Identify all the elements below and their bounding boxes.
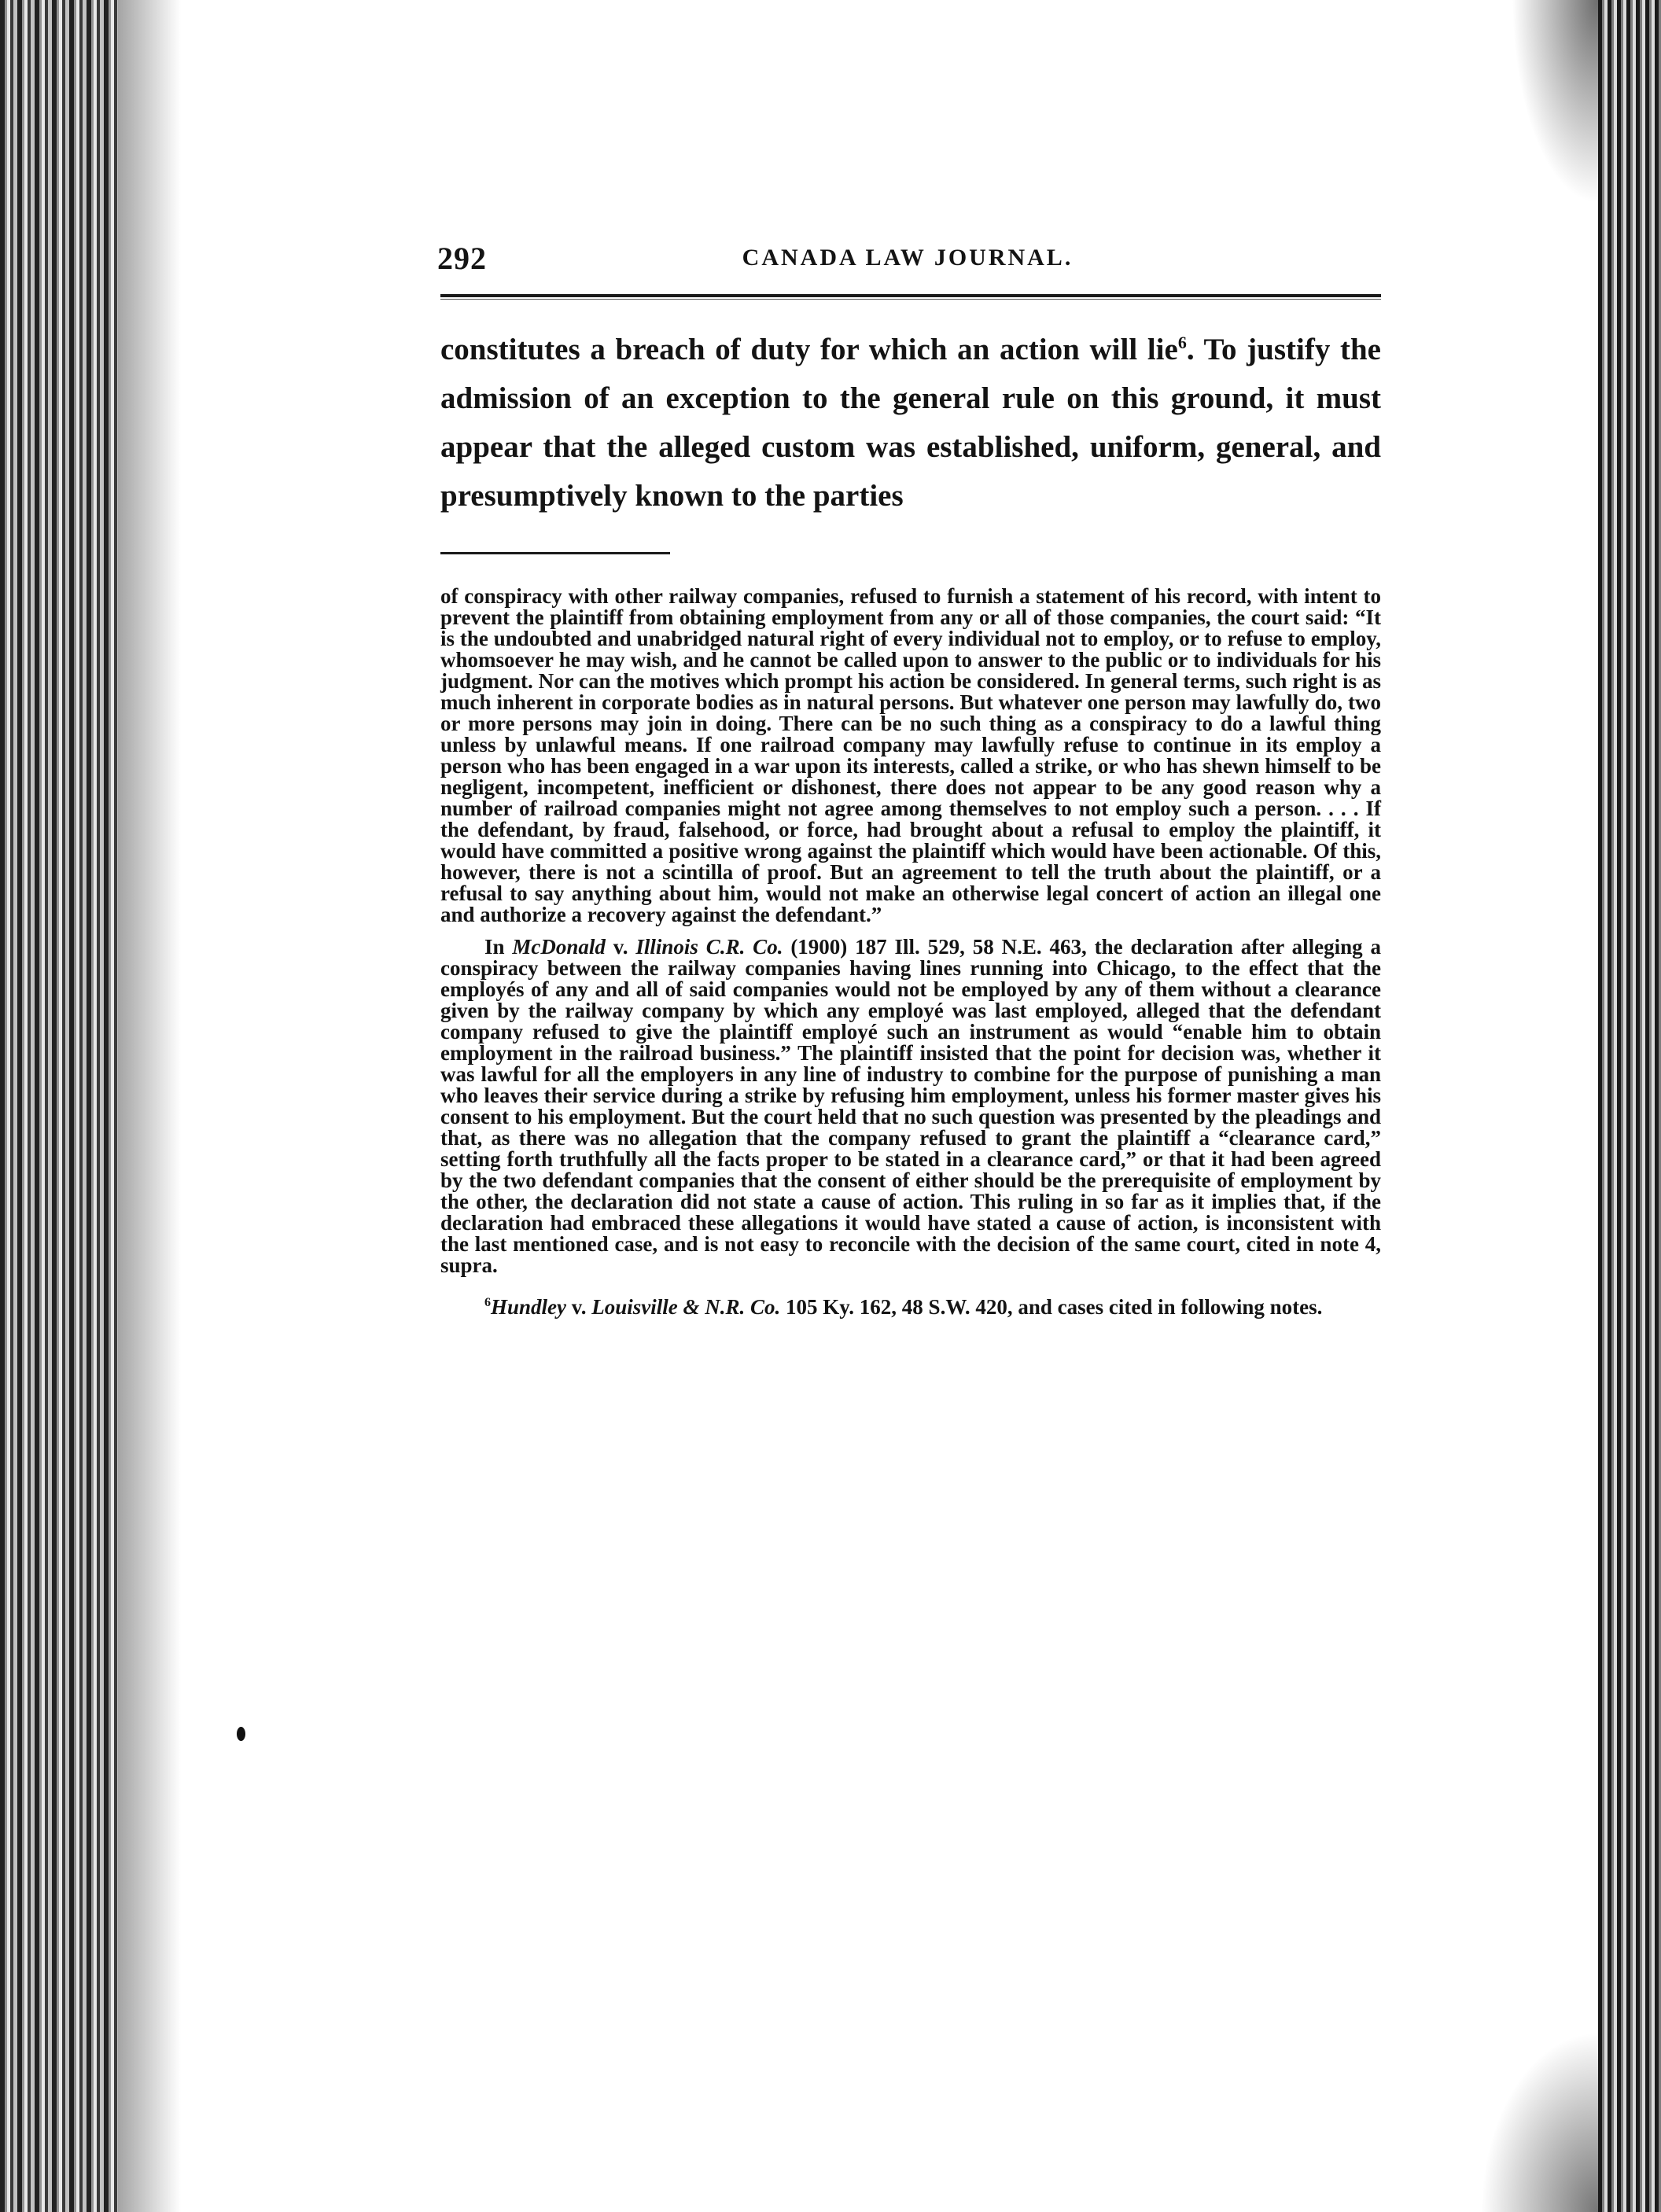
footnote-paragraph-mcdonald xyxy=(440,937,1381,1276)
page-header xyxy=(437,240,1378,295)
footnote-marker-6: 6 xyxy=(1177,333,1187,352)
fn6-rest: 105 Ky. 162, 48 S.W. 420, and cases cited in following notes. xyxy=(780,1295,1323,1319)
body-text-end: . To justify the admission of an exception to the general rule on this ground, it must appear that the alleged custom was established, uniform, general, and presumptively known to the parties xyxy=(440,333,1381,513)
case-party-louisville: Louisville & N.R. Co. xyxy=(591,1295,781,1319)
case-name-hundley: Hundley xyxy=(491,1295,567,1319)
main-body-paragraph xyxy=(440,318,1381,521)
footnote-continuation: of conspiracy with other railway companies, refused to furnish a statement of his record, with intent to prevent the plaintiff from obtaining employment from any or all of those companies, the court said: “It is the undoubted and unabridged natural right of every individual not to employ, or to refuse to employ, whomsoever he may wish, and he cannot be called upon to answer to the public or to individuals for his judgment. Nor can the motives which prompt his action be considered. In general terms, such right is as much inherent in corporate bodies as in natural persons. But whatever one person may lawfully do, two or more persons may join in doing. There can be no such thing as a conspiracy to do a lawful thing unless by unlawful means. If one railroad company may lawfully refuse to continue in its employ a person who has been engaged in a war upon its interests, called a strike, or who has shewn himself to be negligent, incompetent, inefficient or dishonest, there does not appear to be any good reason why a number of railroad companies might not agree among themselves to not employ such a person. . . . If the defendant, by fraud, falsehood, or force, had brought about a refusal to employ the plaintiff, it would have committed a positive wrong against the plaintiff which would have been actionable. Of this, however, there is not a scintilla of proof. But an agreement to tell the truth about the plaintiff, or a refusal to say anything about him, would not make an otherwise legal concert of action an illegal one and authorize a recovery against the defendant.” xyxy=(440,584,1381,926)
page-stack-right-edge xyxy=(1598,0,1661,2212)
para2-intro: In xyxy=(484,935,513,959)
fn6-v: v. xyxy=(566,1295,592,1319)
header-rule-thin xyxy=(440,299,1381,300)
footnote-rule xyxy=(440,552,670,554)
margin-ink-dot xyxy=(237,1727,245,1741)
para2-rest: (1900) 187 Ill. 529, 58 N.E. 463, the declaration after alleging a conspiracy between the railway companies having lines running into Chicago, to the effect that the employés of any and all of said companies would not be employed by any of them without a clearance given by the railway company by which any employé was last employed, alleged that the defendant company refused to give the plaintiff employé such an instrument as would “enable him to obtain employment in the railroad business.” The plaintiff insisted that the point for decision was, whether it was lawful for all the employers in any line of industry to combine for the purpose of punishing a man who leaves their service during a strike by refusing him employment, unless his former master gives his consent to his employment. But the court held that no such question was presented by the pleadings and that, as there was no allegation that the company refused to grant the plaintiff a “clearance card,” setting forth truthfully all the facts proper to be stated in a clearance card,” or that it had been agreed by the two defendant companies that the consent of either should be the prerequisite of employment by the other, the declaration did not state a cause of action. This ruling in so far as it implies that, if the declaration had embraced these allegations it would have stated a cause of action, is inconsistent with the last mentioned case, and is not easy to reconcile with the decision of the same court, cited in note 4, supra. xyxy=(440,935,1381,1277)
running-head: CANADA LAW JOURNAL. xyxy=(742,245,1074,271)
scan-shadow-top-right xyxy=(1512,0,1598,204)
footnote-6-marker: 6 xyxy=(484,1296,491,1309)
scan-shadow-bottom-right xyxy=(1480,2031,1598,2212)
para2-v: v. xyxy=(605,935,636,959)
header-rule xyxy=(440,294,1381,297)
footnotes-section xyxy=(440,586,1381,1318)
footnote-6 xyxy=(440,1292,1381,1318)
spine-shadow xyxy=(118,0,181,2212)
case-party-illinois: Illinois C.R. Co. xyxy=(635,935,783,959)
book-spine-left-edge xyxy=(0,0,118,2212)
body-text-start: constitutes a breach of duty for which an action will lie xyxy=(440,333,1178,366)
case-name-mcdonald: McDonald xyxy=(512,935,606,959)
page-number: 292 xyxy=(437,241,487,276)
